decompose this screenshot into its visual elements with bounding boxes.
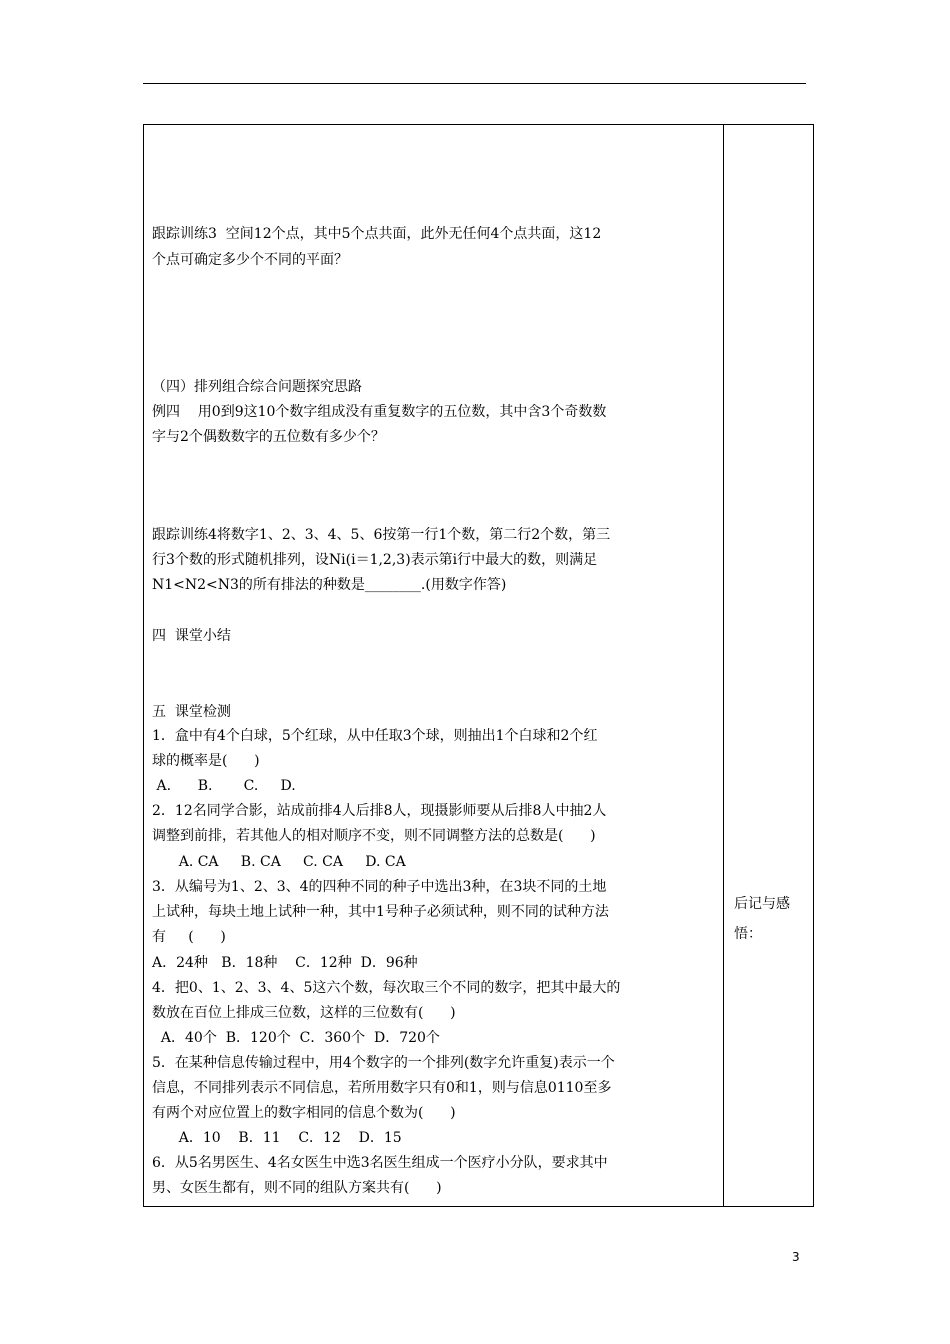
q1-options: A. B. C. D. <box>152 778 296 794</box>
training4-line3: N1<N2<N3的所有排法的种数是________.(用数字作答) <box>152 577 507 593</box>
q4-line1: 4．把0、1、2、3、4、5这六个数，每次取三个不同的数字，把其中最大的 <box>152 980 621 996</box>
q3-options: A．24种 B．18种 C．12种 D．96种 <box>152 955 418 971</box>
summary-heading: 四 课堂小结 <box>152 628 231 644</box>
q1-line1: 1．盒中有4个白球，5个红球，从中任取3个球，则抽出1个白球和2个红 <box>152 728 598 744</box>
training4-line2: 行3个数的形式随机排列，设Ni(i＝1,2,3)表示第i行中最大的数，则满足 <box>152 552 598 568</box>
q6-line1: 6．从5名男医生、4名女医生中选3名医生组成一个医疗小分队，要求其中 <box>152 1155 608 1171</box>
header-rule <box>143 83 806 84</box>
q3-line3: 有 ( ) <box>152 929 226 945</box>
page-number: 3 <box>792 1250 800 1264</box>
q3-line1: 3．从编号为1、2、3、4的四种不同的种子中选出3种，在3块不同的土地 <box>152 879 607 895</box>
q3-line2: 上试种，每块土地上试种一种，其中1号种子必须试种，则不同的试种方法 <box>152 904 609 920</box>
test-heading: 五 课堂检测 <box>152 704 231 720</box>
q2-line1: 2．12名同学合影，站成前排4人后排8人，现摄影师要从后排8人中抽2人 <box>152 803 607 819</box>
q2-options: A. CA B. CA C. CA D. CA <box>152 854 406 870</box>
q4-line2: 数放在百位上排成三位数，这样的三位数有( ) <box>152 1005 456 1021</box>
afterword-line1: 后记与感 <box>734 896 790 912</box>
example4-line2: 字与2个偶数数字的五位数有多少个？ <box>152 429 385 445</box>
q6-line2: 男、女医生都有，则不同的组队方案共有( ) <box>152 1180 442 1196</box>
q5-options: A．10 B．11 C．12 D．15 <box>152 1130 402 1146</box>
q2-line2: 调整到前排，若其他人的相对顺序不变，则不同调整方法的总数是( ) <box>152 828 596 844</box>
q5-line3: 有两个对应位置上的数字相同的信息个数为( ) <box>152 1105 456 1121</box>
q1-line2: 球的概率是( ) <box>152 753 260 769</box>
q5-line1: 5．在某种信息传输过程中，用4个数字的一个排列(数字允许重复)表示一个 <box>152 1055 615 1071</box>
training4-line1: 跟踪训练4将数字1、2、3、4、5、6按第一行1个数，第二行2个数，第三 <box>152 527 611 543</box>
q5-line2: 信息，不同排列表示不同信息，若所用数字只有0和1，则与信息0110至多 <box>152 1080 612 1096</box>
training3-line2: 个点可确定多少个不同的平面？ <box>152 252 348 268</box>
column-divider <box>723 124 724 1207</box>
afterword-column <box>734 889 810 949</box>
section4-heading: （四）排列组合综合问题探究思路 <box>152 379 362 395</box>
training3-line1: 跟踪训练3 空间12个点，其中5个点共面，此外无任何4个点共面，这12 <box>152 226 602 242</box>
afterword-line2: 悟： <box>734 926 762 942</box>
example4-line1: 例四 用0到9这10个数字组成没有重复数字的五位数，其中含3个奇数数 <box>152 404 607 420</box>
q4-options: A．40个 B．120个 C．360个 D．720个 <box>152 1030 440 1046</box>
